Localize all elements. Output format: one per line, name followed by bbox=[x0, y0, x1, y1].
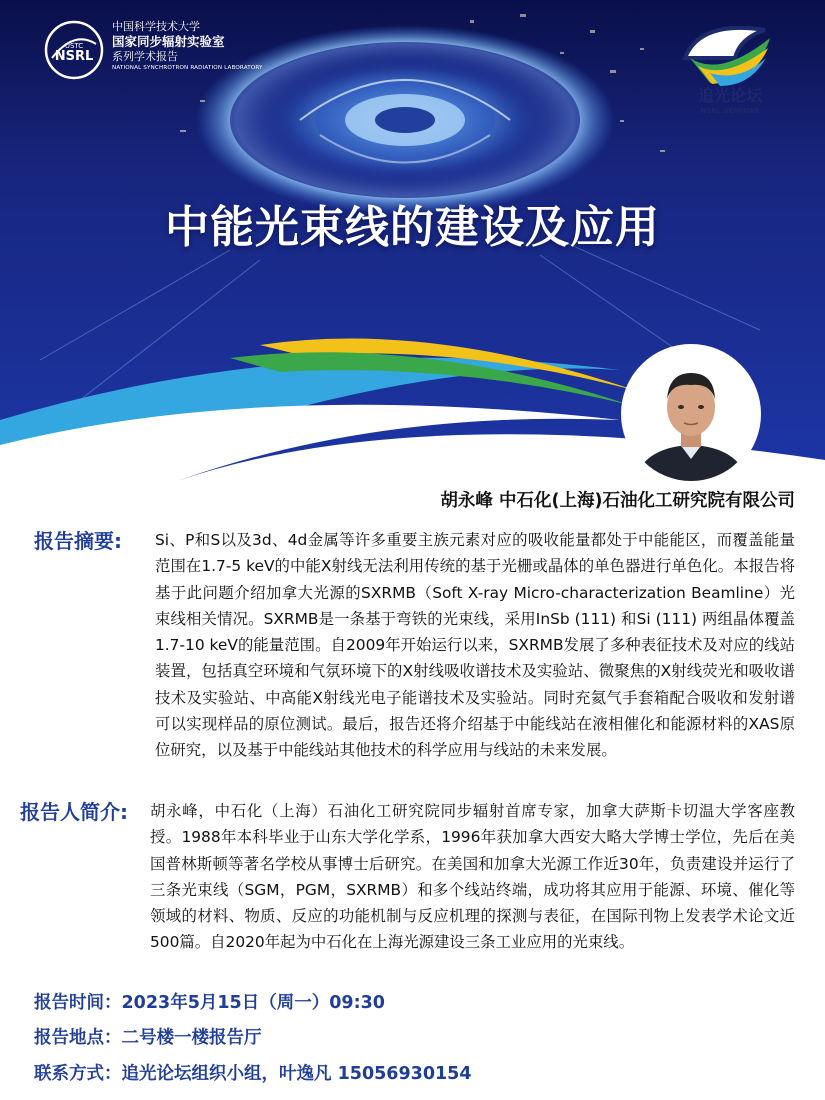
talk-time: 报告时间：2023年5月15日（周一）09:30 bbox=[34, 993, 385, 1013]
institution-university: 中国科学技术大学 bbox=[112, 20, 200, 33]
speaker-portrait bbox=[624, 347, 758, 481]
institution-block bbox=[112, 20, 263, 73]
seminar-english: NSRL SEMINAR bbox=[700, 107, 760, 115]
contact-info: 联系方式：追光论坛组织小组，叶逸凡 15056930154 bbox=[34, 1064, 472, 1084]
logo-text-top: USTC bbox=[64, 42, 84, 50]
seminar-name: 追光论坛 bbox=[697, 86, 762, 105]
abstract-label: 报告摘要: bbox=[34, 529, 122, 553]
nsrl-logo bbox=[44, 20, 104, 80]
institution-lab: 国家同步辐射实验室 bbox=[112, 34, 225, 49]
talk-title: 中能光束线的建设及应用 bbox=[165, 202, 660, 253]
speaker-affiliation: 胡永峰 中石化(上海)石油化工研究院有限公司 bbox=[440, 491, 795, 511]
logo-text-main: NSRL bbox=[54, 49, 94, 64]
bio-text: 胡永峰，中石化（上海）石油化工研究院同步辐射首席专家，加拿大萨斯卡切温大学客座教授。1988年本科毕业于山东大学化学系，1996年获加拿大西安大略大学博士学位，先后在美国普林斯顿等著名学校从事博士后研究。在美国和加拿大光源工作近30年，负责建设并运行了三条光束线（SGM，PGM，SXRMB）和多个线站终端，成功将其应用于能源、环境、催化等领域的材料、物质、反应的功能机制与反应机理的探测与表征，在国际刊物上发表学术论文近500篇。自2020年起为中石化在上海光源建设三条工业应用的光束线。 bbox=[150, 802, 795, 952]
institution-english: NATIONAL SYNCHROTRON RADIATION LABORATORY bbox=[112, 65, 263, 71]
bio-label: 报告人简介: bbox=[20, 800, 128, 824]
abstract-text: Si、P和S以及3d、4d金属等许多重要主族元素对应的吸收能量都处于中能能区，而覆盖能量范围在1.7-5 keV的中能X射线无法利用传统的基于光栅或晶体的单色器进行单色化。本报告将基于此问题介绍加拿大光源的SXRMB（Soft X-ray Micro-characterization Beamline）光束线相关情况。SXRMB是一条基于弯铁的光束线，采用InSb (111) 和Si (111) 两组晶体覆盖1.7-10 keV的能量范围。自2009年开始运行以来，SXRMB发展了多种表征技术及对应的线站装置，包括真空环境和气氛环境下的X射线吸收谱技术及实验站、微聚焦的X射线荧光和吸收谱技术及实验站、中高能X射线光电子能谱技术及实验站。同时充氦气手套箱配合吸收和发射谱可以实现样品的原位测试。最后，报告还将介绍基于中能线站在液相催化和能源材料的XAS原位研究，以及基于中能线站其他技术的科学应用与线站的未来发展。 bbox=[155, 531, 795, 760]
nsrl-logo-icon bbox=[44, 20, 104, 80]
institution-series: 系列学术报告 bbox=[112, 50, 178, 63]
talk-place: 报告地点：二号楼一楼报告厅 bbox=[34, 1028, 262, 1048]
speaker-photo bbox=[621, 344, 761, 484]
